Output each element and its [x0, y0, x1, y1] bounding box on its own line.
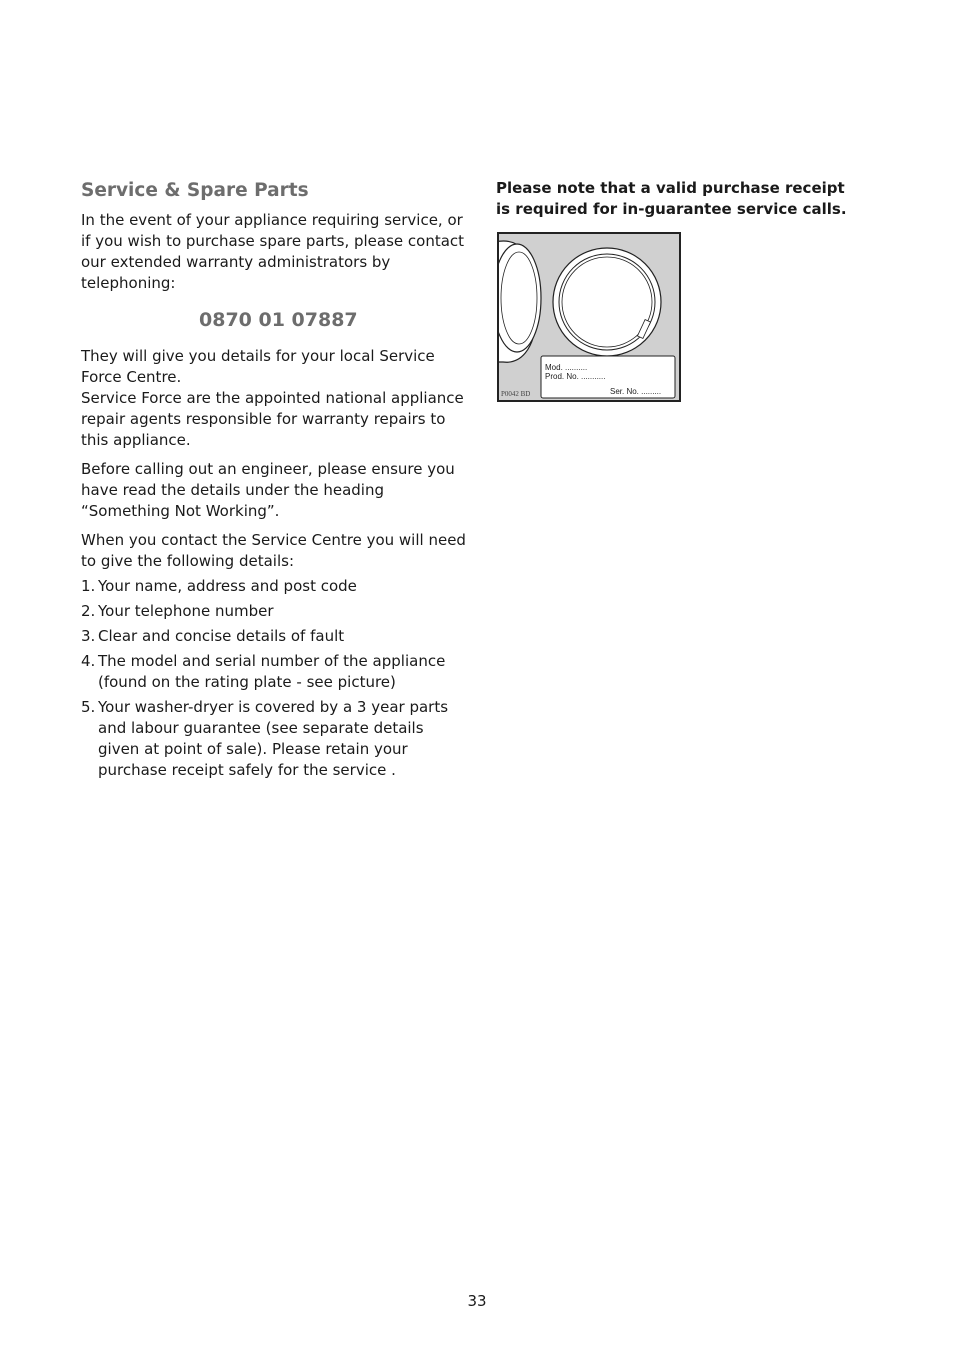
- details-paragraph-2: Service Force are the appointed national appliance repair agents responsible for warranty repairs to this appliance.: [81, 389, 464, 449]
- list-item: [81, 626, 466, 647]
- list-item: [81, 651, 466, 693]
- list-item-number: 3.: [81, 627, 96, 645]
- receipt-note: Please note that a valid purchase receipt is required for in-guarantee service calls.: [496, 179, 847, 218]
- rating-plate-illustration: [497, 232, 681, 402]
- list-item: [81, 601, 466, 622]
- plate-ser-text: Ser. No. .........: [610, 387, 662, 396]
- phone-number: 0870 01 07887: [199, 309, 358, 331]
- list-item-text: Your name, address and post code: [98, 577, 357, 595]
- before-calling-paragraph: Before calling out an engineer, please ensure you have read the details under the heading “Something Not Working”.: [81, 460, 455, 520]
- page-number: 33: [467, 1292, 487, 1310]
- details-paragraph-1: They will give you details for your local Service Force Centre.: [81, 347, 435, 386]
- figure-code: P0042 BD: [501, 390, 531, 398]
- plate-mod-text: Mod. ..........: [545, 363, 588, 372]
- contact-intro-paragraph: When you contact the Service Centre you will need to give the following details:: [81, 531, 466, 570]
- list-item-text: Your telephone number: [98, 602, 274, 620]
- list-item-text: Clear and concise details of fault: [98, 627, 345, 645]
- list-item: [81, 576, 466, 597]
- service-section: [81, 178, 466, 785]
- note-section: [496, 178, 856, 220]
- list-item-number: 1.: [81, 577, 96, 595]
- section-heading: Service & Spare Parts: [81, 180, 309, 201]
- details-list: [81, 576, 466, 781]
- list-item-number: 2.: [81, 602, 96, 620]
- list-item-text: Your washer-dryer is covered by a 3 year parts and labour guarantee (see separate details given at point of sale). Please retain your purchase receipt safely for the service .: [98, 698, 449, 779]
- list-item-number: 4.: [81, 652, 96, 670]
- intro-paragraph: In the event of your appliance requiring service, or if you wish to purchase spare parts, please contact our extended warranty administrators by telephoning:: [81, 211, 465, 292]
- list-item-number: 5.: [81, 698, 96, 716]
- list-item-text: The model and serial number of the appliance (found on the rating plate - see picture): [98, 652, 446, 691]
- washer-drawing: [499, 234, 679, 400]
- list-item: [81, 697, 466, 781]
- plate-prod-text: Prod. No. ...........: [545, 372, 606, 381]
